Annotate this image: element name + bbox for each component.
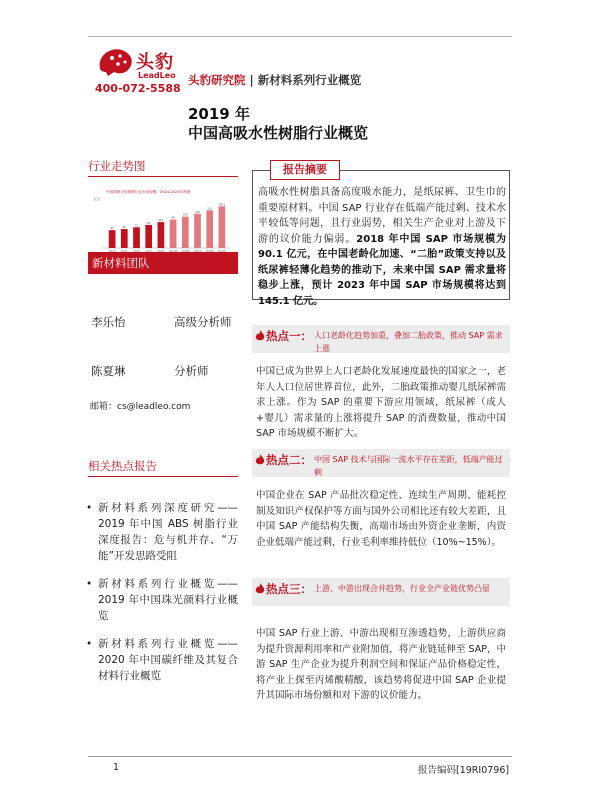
summary-bold: 2018 年中国 SAP 市场规模为 90.1 亿元，在中国老龄化加速、“二胎”政策支持以及纸尿裤轻薄化趋势的推动下，未来中国 SAP 需求量将稳步上涨，预计 2023 年中国 SAP 市场规模将达到 145.1 亿元。 [258,233,507,307]
top-rule [88,36,512,37]
chart-data-label: 145.1 [218,203,226,207]
logo-brand-sub: LeadLeo [138,71,176,80]
page-number: 1 [113,762,120,773]
hotspot-desc: 人口老龄化趋势加重，叠加二胎政策，推动 SAP 需求上涨 [314,331,503,353]
trend-rule [88,176,238,177]
chart-bar [206,210,213,248]
hotspot-body: 中国 SAP 行业上游、中游出现相互渗透趋势，上游供应商为提升资源利用率和产业附加值，将产业链延伸至 SAP，中游 SAP 生产企业为提升利润空间和保证产品价格稳定性，将产业上探至丙烯酸精酸，该趋势将促进中国 SAP 企业提升其国际市场份额和对下游的议价能力。 [256,628,506,701]
chart-data-label: 62 [110,227,114,231]
summary-tab: 报告摘要 [270,160,340,180]
chart-bar [182,217,189,248]
related-report-link[interactable]: • 新材料系列行业概览——2019 年中国珠光颜料行业概览 [86,576,238,624]
member-name: 李乐怡 [91,315,126,329]
chart-data-label: 72 [134,224,139,228]
hotspot-header [252,325,510,353]
flame-icon [254,454,266,466]
hotspot-desc: 上游、中游出现合并趋势，行业全产业链优势凸显 [314,584,490,593]
hotspot-header [252,449,510,477]
related-report-link[interactable]: • 新材料系列深度研究——2019 年中国 ABS 树脂行业深度报告：危与机并存、“万能”开发思路受阻 [86,500,238,564]
chart-title: 中国高吸水性树脂行业市场规模，2014-2023年预测 [106,190,191,194]
chart-data-label: 80 [147,222,151,225]
contact-email: 邮箱：cs@leadleo.com [90,402,191,412]
chart-data-label: 109 [183,213,188,217]
leopard-icon [96,44,136,80]
chart-data-label: 90.1 [158,219,164,223]
footer-rule [88,756,512,757]
report-code: 报告编码[19RI0796] [418,765,510,776]
chart-data-label: 66 [122,226,126,230]
chart-bar [170,220,177,248]
member-role: 高级分析师 [174,315,232,329]
report-title: 中国高吸水性树脂行业概览 [188,124,369,142]
chart-bar [109,230,116,248]
flame-icon [254,583,266,595]
report-title-year: 2019 年 [188,105,250,123]
flame-icon [254,330,266,342]
hotspot-body: 中国企业在 SAP 产品批次稳定性、连续生产周期、能耗控制及知识产权保护等方面与国外公司相比还有较大差距，且中国 SAP 产能结构失衡，高端市场由外资企业垄断，内资企业低端产能过剩，行业毛利率维持低位（10%~15%）。 [256,490,506,548]
hotspot-title: 热点一： [266,329,312,343]
chart-ylabel: 亿元 [94,197,101,201]
logo-brand-text: 头豹 [136,52,174,73]
series-separator: | [249,73,254,87]
team-heading: 新材料团队 [88,252,238,274]
hotspot-title: 热点二： [266,453,312,467]
chart-bar [121,229,128,248]
series-heading [188,72,361,88]
related-heading: 相关热点报告 [88,459,157,473]
chart-bar [145,225,152,248]
chart-data-label: 131 [207,207,212,211]
chart-bar [194,214,201,248]
related-report-link[interactable]: • 新材料系列行业概览——2020 年中国碳纤维及其复合材料行业概览 [86,636,238,684]
hotspot-body: 中国已成为世界上人口老龄化发展速度最快的国家之一，老年人人口位居世界首位，此外，二胎政策推动婴儿纸尿裤需求上涨。作为 SAP 的重要下游应用领域，纸尿裤（成人+婴儿）需求量的上涨将提升 SAP 的消费数量，推动中国 SAP 市场规模不断扩大。 [256,366,506,439]
member-role: 分析师 [174,364,209,378]
chart-bar [133,227,140,248]
chart-bar [158,222,165,248]
summary-text [258,185,506,309]
hotspot-desc: 中国 SAP 技术与国际一流水平存在差距，低端产能过剩 [314,455,503,477]
institute-name: 头豹研究院 [188,73,246,87]
chart-data-label: 99 [171,216,175,220]
series-name: 新材料系列行业概览 [257,73,362,87]
chart-data-label: 119 [195,210,200,214]
trend-heading: 行业走势图 [88,159,146,173]
related-reports-list [86,500,238,696]
chart-bar [219,206,226,248]
summary-plain: 高吸水性树脂具备高度吸水能力，是纸尿裤、卫生巾的重要原材料。中国 SAP 行业存在低端产能过剩、技术水平较低等问题，且行业弱势，相关生产企业对上游及下游的议价能力偏弱。 [258,187,506,245]
trend-chart [92,186,234,256]
hotspot-title: 热点三： [266,582,312,596]
hotspot-header [252,578,510,606]
phone-number: 400-072-5588 [95,82,181,95]
member-name: 陈夏琳 [91,364,126,378]
related-rule [88,476,238,477]
